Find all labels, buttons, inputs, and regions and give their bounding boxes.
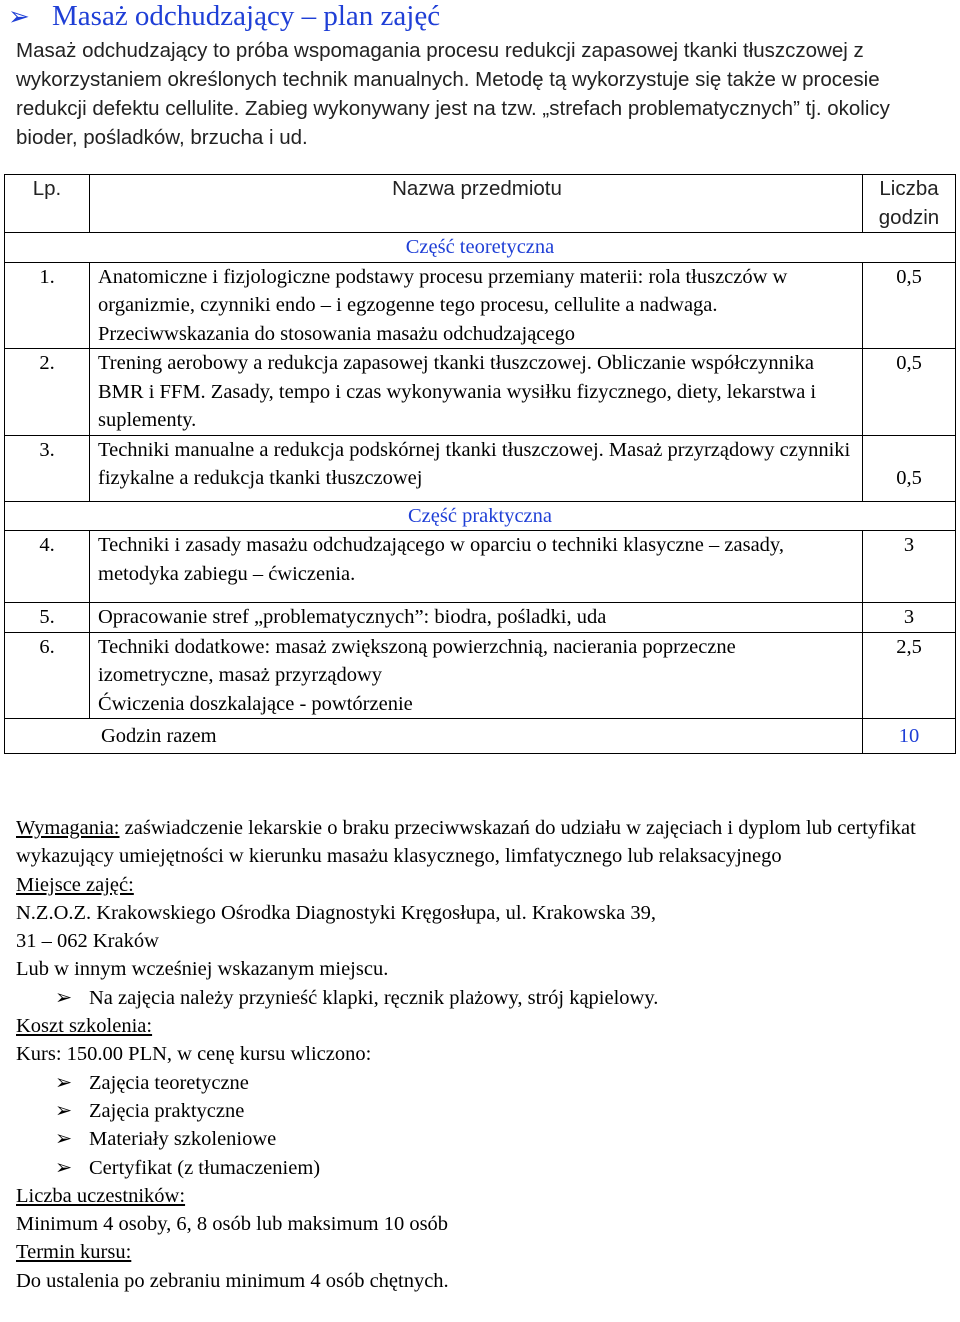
section-theory-label: Część teoretyczna xyxy=(5,233,956,263)
row-lp: 4. xyxy=(5,531,90,603)
header-hours: Liczba godzin xyxy=(863,175,956,233)
cost-label: Koszt szkolenia: xyxy=(16,1015,153,1038)
table-row xyxy=(5,632,956,719)
header-lp: Lp. xyxy=(5,175,90,233)
place-line2: 31 – 062 Kraków xyxy=(16,930,159,953)
page-title xyxy=(8,0,441,33)
row-lp: 5. xyxy=(5,603,90,633)
table-row xyxy=(5,603,956,633)
row-hours: 3 xyxy=(863,603,956,633)
course-plan-table xyxy=(4,174,956,754)
row-name: Opracowanie stref „problematycznych”: biodra, pośladki, uda xyxy=(90,603,863,633)
table-row xyxy=(5,262,956,349)
arrow-bullet-icon: ➢ xyxy=(8,2,30,31)
row-name: Trening aerobowy a redukcja zapasowej tkanki tłuszczowej. Obliczanie współczynnika BMR i FFM. Zasady, tempo i czas wykonywania wysiłku fizycznego, diety, lekarstwa i suplementy. xyxy=(90,349,863,436)
row-lp: 6. xyxy=(5,632,90,719)
row-name: Anatomiczne i fizjologiczne podstawy procesu przemiany materii: rola tłuszczów w organizmie, czynniki endo – i egzogenne tego procesu, cellulite a nadwaga. Przeciwwskazania do stosowania masażu odchudzającego xyxy=(90,262,863,349)
total-hours: 10 xyxy=(863,719,956,754)
header-name: Nazwa przedmiotu xyxy=(90,175,863,233)
term-text: Do ustalenia po zebraniu minimum 4 osób chętnych. xyxy=(16,1269,449,1292)
cost-item-text: Zajęcia teoretyczne xyxy=(89,1071,249,1094)
total-label: Godzin razem xyxy=(5,719,863,754)
cost-text: Kurs: 150.00 PLN, w cenę kursu wliczono: xyxy=(16,1043,372,1066)
section-practice-row xyxy=(5,501,956,531)
cost-item-text: Zajęcia praktyczne xyxy=(89,1099,245,1122)
row-name: Techniki manualne a redukcja podskórnej tkanki tłuszczowej. Masaż przyrządowy czynniki fizykalne a redukcja tkanki tłuszczowej xyxy=(90,435,863,501)
row-hours: 0,5 xyxy=(863,262,956,349)
requirements-label: Wymagania: xyxy=(16,817,120,839)
row-name-line1: Techniki dodatkowe: masaż zwiększoną powierzchnią, nacierania poprzeczne izometryczne, masaż przyrządowy xyxy=(98,635,736,686)
list-item xyxy=(16,1097,946,1125)
section-practice-label: Część praktyczna xyxy=(5,501,956,531)
participants-label: Liczba uczestników: xyxy=(16,1184,186,1207)
place-line3: Lub w innym wcześniej wskazanym miejscu. xyxy=(16,958,389,981)
place-bullet-text: Na zajęcia należy przynieść klapki, ręcznik plażowy, strój kąpielowy. xyxy=(89,986,659,1009)
term-label: Termin kursu: xyxy=(16,1241,132,1264)
row-name xyxy=(90,632,863,719)
requirements-block xyxy=(16,814,946,871)
table-total-row xyxy=(5,719,956,754)
list-item xyxy=(16,1125,946,1153)
row-hours: 0,5 xyxy=(863,349,956,436)
row-hours: 0,5 xyxy=(863,435,956,501)
cost-item-text: Certyfikat (z tłumaczeniem) xyxy=(89,1156,321,1179)
row-lp: 3. xyxy=(5,435,90,501)
requirements-text: zaświadczenie lekarskie o braku przeciwwskazań do udziału w zajęciach i dyplom lub certyfikat wykazujący umiejętności w kierunku masażu klasycznego, limfatycznego lub relaksacyjnego xyxy=(16,817,916,868)
arrow-bullet-icon: ➢ xyxy=(55,1099,73,1122)
table-header-row xyxy=(5,175,956,233)
list-item xyxy=(16,1069,946,1097)
table-row xyxy=(5,435,956,501)
intro-paragraph: Masaż odchudzający to próba wspomagania procesu redukcji zapasowej tkanki tłuszczowej z wykorzystaniem określonych technik manualnych. Metodę tą wykorzystuje się także w procesie redukcji defektu cellulite. Zabieg wykonywany jest na tzw. „strefach problematycznych” tj. okolicy bioder, pośladków, brzucha i ud. xyxy=(16,39,890,149)
page-title-text: Masaż odchudzający – plan zajęć xyxy=(52,0,441,32)
list-item xyxy=(16,984,946,1012)
arrow-bullet-icon: ➢ xyxy=(55,986,73,1009)
table-row xyxy=(5,531,956,603)
section-theory-row xyxy=(5,233,956,263)
arrow-bullet-icon: ➢ xyxy=(55,1071,73,1094)
row-lp: 2. xyxy=(5,349,90,436)
row-lp: 1. xyxy=(5,262,90,349)
row-hours: 3 xyxy=(863,531,956,603)
arrow-bullet-icon: ➢ xyxy=(55,1156,73,1179)
place-line1: N.Z.O.Z. Krakowskiego Ośrodka Diagnostyki Kręgosłupa, ul. Krakowska 39, xyxy=(16,901,656,924)
row-name-line2: Ćwiczenia doszkalające - powtórzenie xyxy=(98,692,413,715)
course-info xyxy=(16,814,946,1295)
participants-text: Minimum 4 osoby, 6, 8 osób lub maksimum 10 osób xyxy=(16,1213,449,1236)
cost-item-text: Materiały szkoleniowe xyxy=(89,1128,277,1151)
place-label: Miejsce zajęć: xyxy=(16,873,134,896)
row-hours: 2,5 xyxy=(863,632,956,719)
arrow-bullet-icon: ➢ xyxy=(55,1128,73,1151)
list-item xyxy=(16,1154,946,1182)
table-row xyxy=(5,349,956,436)
row-name: Techniki i zasady masażu odchudzającego w oparciu o techniki klasyczne – zasady, metodyka zabiegu – ćwiczenia. xyxy=(90,531,863,603)
